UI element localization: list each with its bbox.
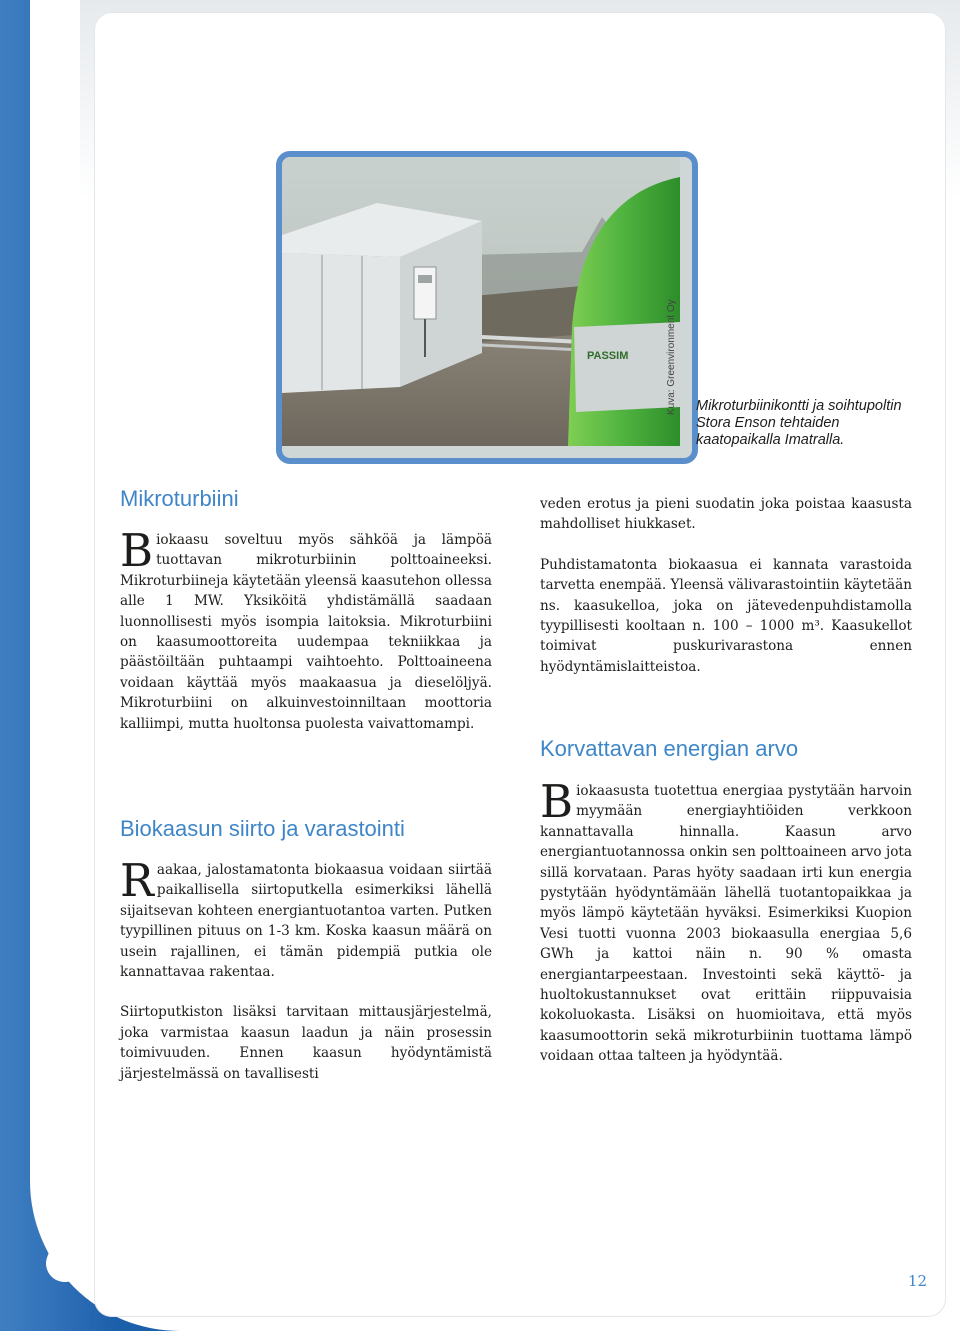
photo xyxy=(276,151,698,464)
heading-mikroturbiini: Mikroturbiini xyxy=(120,486,239,511)
heading-korvattava: Korvattavan energian arvo xyxy=(540,736,799,761)
left-column-2 xyxy=(120,854,492,1084)
paragraph-mikroturbiini xyxy=(120,524,492,734)
paragraph-mittaus: Siirtoputkiston lisäksi tarvitaan mittausjärjestelmä, joka varmistaa kaasun laadun ja näin prosessin toimivuuden. Ennen kaasun hyödyntämistä järjestelmässä on tavallisesti xyxy=(120,1004,492,1082)
paragraph-siirto-text: aakaa, jalostamatonta biokaasua voidaan siirtää paikallisella siirtoputkella esimerkiksi lähellä sijaitsevan kohteen energiantuotantoa varten. Putken tyypillinen pituus on 1-3 km. Koska kaasun määrä on usein rajallinen, ei tämän pidempiä putkia ole kannattavaa rakentaa. xyxy=(120,862,492,981)
left-column xyxy=(120,524,492,734)
brand-label: PASSIM xyxy=(587,350,629,362)
dropcap-r: R xyxy=(120,854,154,907)
paragraph-erotus: veden erotus ja pieni suodatin joka poistaa kaasusta mahdolliset hiukkaset. xyxy=(540,496,912,533)
photo-credit: Kuva: Greenvironment Oy xyxy=(666,299,677,415)
paragraph-siirto xyxy=(120,854,492,982)
photo-caption: Mikroturbiinikontti ja soihtupoltin Stora Enson tehtaiden kaatopaikalla Imatralla. xyxy=(696,398,902,448)
right-column xyxy=(540,494,912,677)
right-column-2 xyxy=(540,775,912,1067)
paragraph-varastointi: Puhdistamatonta biokaasua ei kannata varastoida tarvetta enempää. Yleensä välivarastointiin käytetään ns. kaasukelloa, joka on jätevedenpuhdistamolla tyypillisesti kooltaan n. 100 – 1000 m³. Kaasukellot toimivat puskurivarastona ennen hyödyntämislaitteistoa. xyxy=(540,556,912,675)
heading-siirto: Biokaasun siirto ja varastointi xyxy=(120,816,405,841)
dropcap-b: B xyxy=(120,524,154,577)
paragraph-mikroturbiini-text: iokaasu soveltuu myös sähköä ja lämpöä tuottavan mikroturbiinin polttoaineeksi. Mikroturbiineja käytetään yleensä kaasutehon ollessa alle 1 MW. Yksiköitä yhdistämällä saadaan luonnollisesti myös isompia laitoksia. Mikroturbiini on kaasumoottoreita uudempaa tekniikkaa ja päästöiltään puhtaampi vaihtoehto. Polttoaineena voidaan käyttää myös maakaasua ja dieselöljyä. Mikroturbiini on alkuinvestoinniltaan moottoria kalliimpi, mutta huoltonsa puolesta vaivattomampi. xyxy=(120,532,492,732)
page-number: 12 xyxy=(908,1272,928,1290)
paragraph-energia-text: iokaasusta tuotettua energiaa pystytään harvoin myymään energiayhtiöiden verkkoon kannattavalla hinnalla. Kaasun arvo energiantuotannossa onkin sen polttoaineen arvo jota sillä korvataan. Paras hyöty saadaan irti kun energia pystytään hyödyntämään lähellä tuotantopaikkaa ja myös lämpö käytetään hyväksi. Esimerkiksi Kuopion Vesi tuotti vuonna 2003 biokaasulla energiaa 5,6 GWh ja kattoi näin n. 90 % omasta energiantarpeestaan. Investointi sekä käyttö- ja huoltokustannukset ovat erittäin riippuvaisia kokoluokasta. Lisäksi on huomioitava, että myös kaasumoottorin sekä mikroturbiinin tuottama lämpö voidaan ottaa talteen ja hyödyntää. xyxy=(540,783,912,1065)
water-drop-icon xyxy=(42,1224,88,1288)
paragraph-energia xyxy=(540,775,912,1067)
dropcap-b2: B xyxy=(540,775,574,828)
